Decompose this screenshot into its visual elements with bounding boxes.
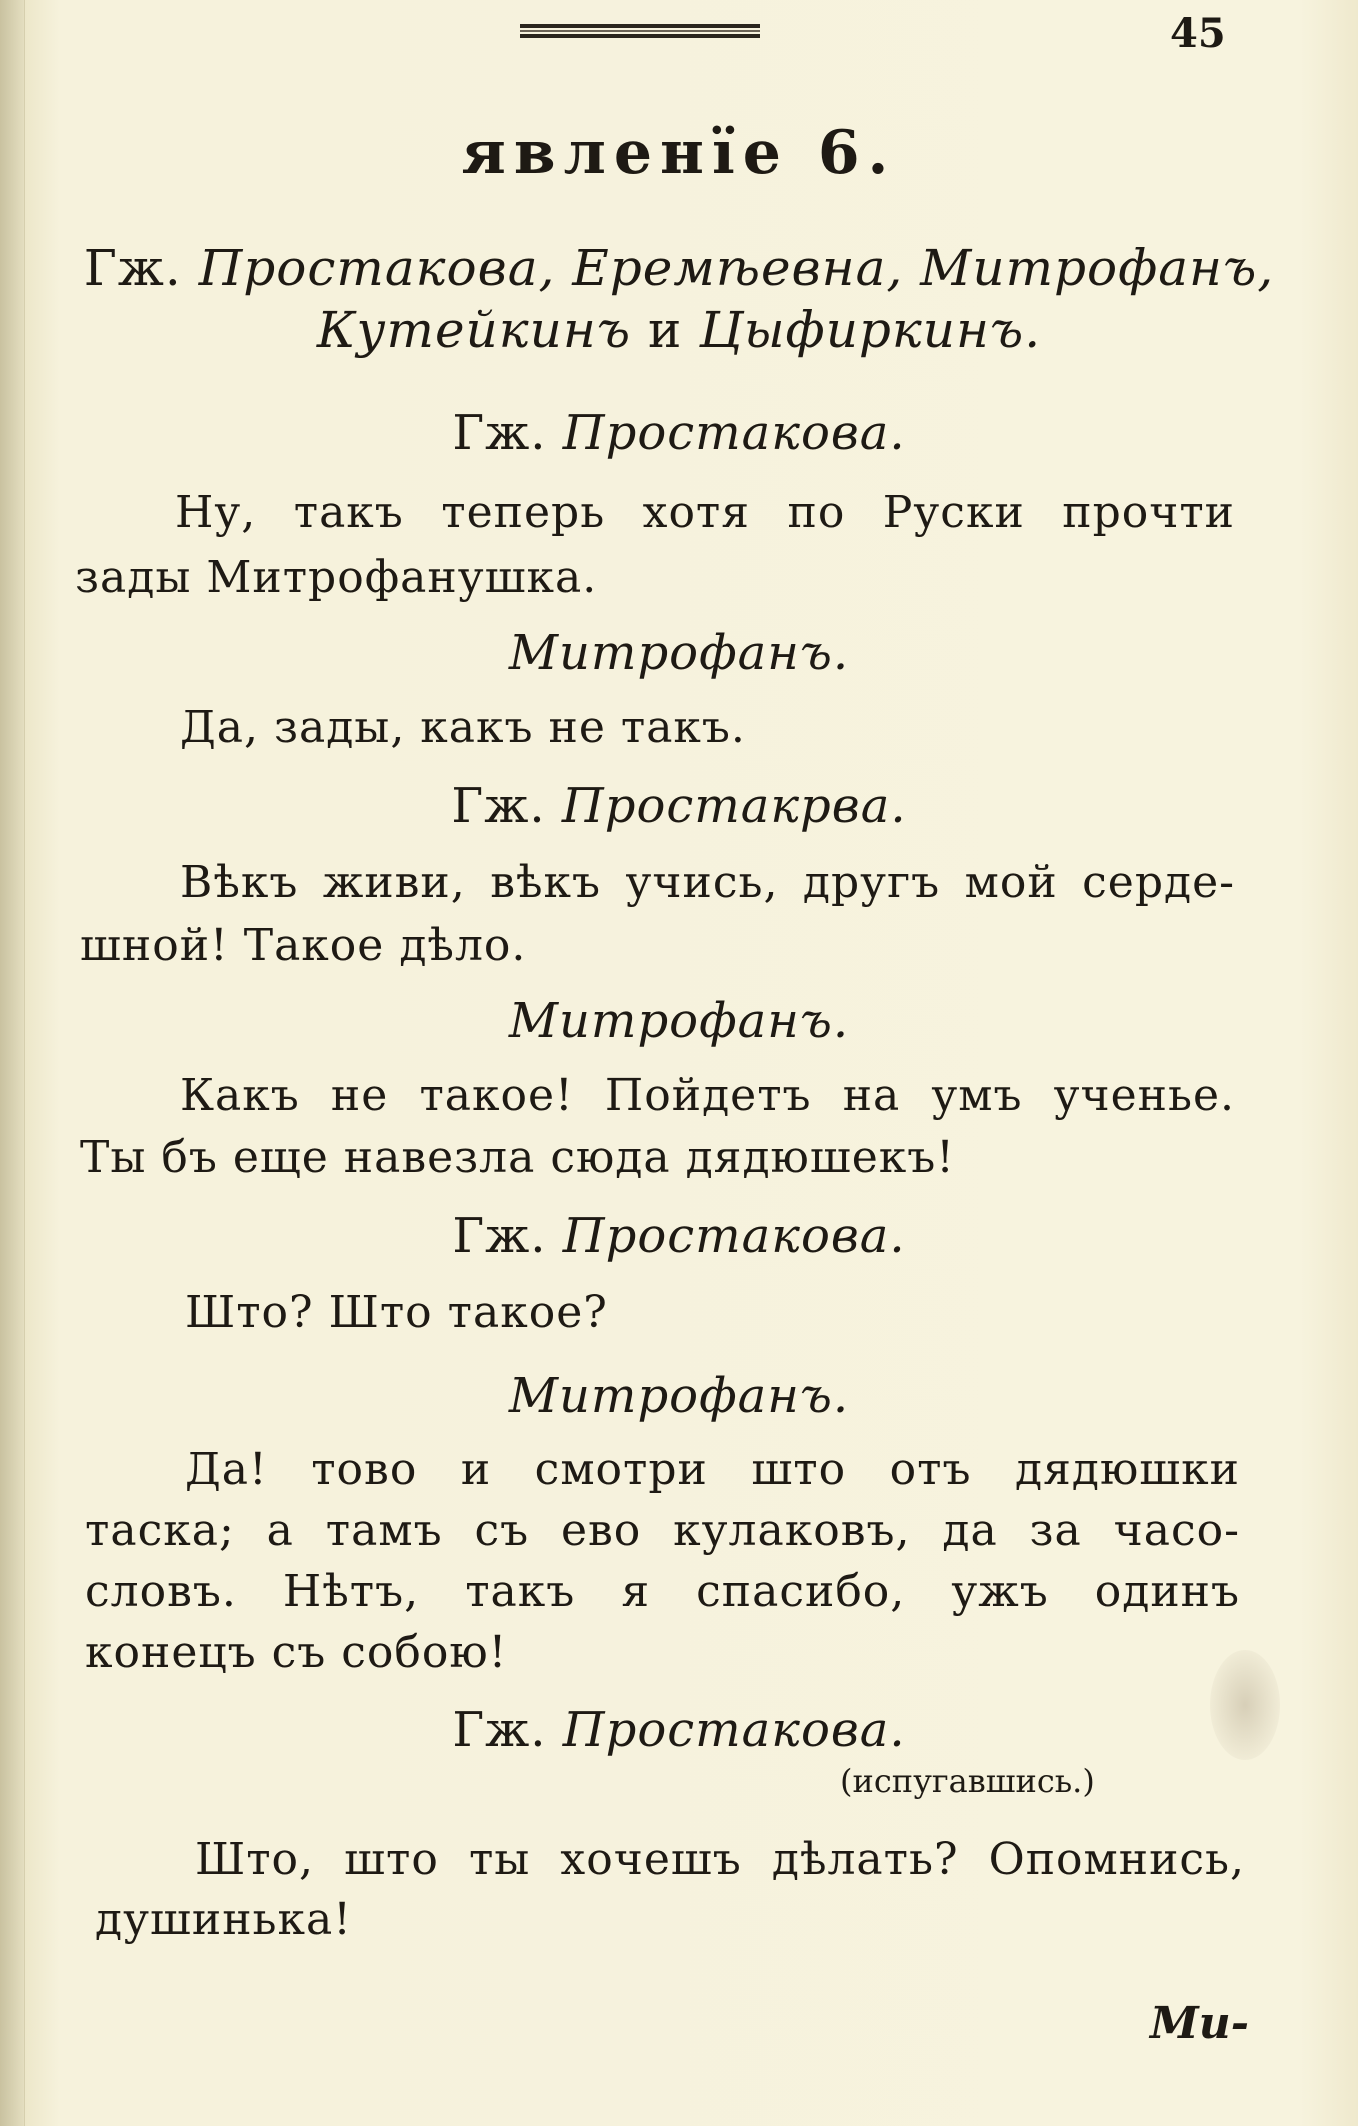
speaker-name: Митрофанъ. (508, 1368, 850, 1424)
paper-stain (1210, 1650, 1280, 1760)
cast-line-1 (0, 240, 1358, 296)
dialogue-line: Ты бъ еще навезла сюда дядюшекъ! (80, 1132, 955, 1183)
speaker-heading (0, 1368, 1358, 1424)
header-rule (520, 24, 760, 38)
speaker-prefix: Гж. (451, 778, 546, 834)
speaker-heading (0, 1208, 1358, 1264)
cast-and: и (648, 301, 683, 359)
speaker-name: Митрофанъ. (508, 625, 850, 681)
dialogue-line: шной! Такое дѣло. (80, 920, 527, 971)
catchword: Ми- (1150, 1998, 1249, 2049)
speaker-name: Простакова. (562, 1702, 906, 1758)
cast-name-tsyfirkin: Цыфиркинъ. (699, 301, 1042, 359)
dialogue-line: конецъ съ собою! (85, 1627, 508, 1678)
dialogue-line: Вѣкъ живи, вѣкъ учись, другъ мой серде- (180, 857, 1235, 908)
dialogue-line: Да! тово и смотри што отъ дядюшки (185, 1444, 1240, 1495)
dialogue-line: Какъ не такое! Пойдетъ на умъ ученье. (180, 1070, 1235, 1121)
speaker-prefix: Гж. (452, 405, 547, 461)
speaker-heading (0, 625, 1358, 681)
dialogue-line: Ну, такъ теперь хотя по Руски прочти (175, 487, 1235, 538)
speaker-name: Простакова. (562, 405, 906, 461)
dialogue-line: Да, зады, какъ не такъ. (180, 702, 746, 753)
speaker-name: Простакова. (562, 1208, 906, 1264)
speaker-heading (0, 778, 1358, 834)
cast-prefix: Гж. (83, 239, 182, 297)
speaker-heading (0, 993, 1358, 1049)
speaker-prefix: Гж. (452, 1208, 547, 1264)
cast-names-1: Простакова, Еремѣевна, Митрофанъ, (198, 239, 1275, 297)
speaker-heading (0, 1702, 1358, 1758)
dialogue-line: Што? Што такое? (185, 1287, 608, 1338)
dialogue-line: Што, што ты хочешъ дѣлать? Опомнись, (195, 1834, 1245, 1885)
cast-line-2 (0, 302, 1358, 358)
dialogue-line: зады Митрофанушка. (75, 552, 598, 603)
cast-name-kuteikin: Кутейкинъ (316, 301, 632, 359)
dialogue-line: таска; а тамъ съ ево кулаковъ, да за часо- (85, 1505, 1240, 1556)
page-number: 45 (1170, 10, 1226, 57)
speaker-name: Простакрва. (561, 778, 907, 834)
dialogue-line: душинька! (95, 1894, 352, 1945)
stage-direction: (испугавшись.) (840, 1762, 1095, 1800)
speaker-name: Митрофанъ. (508, 993, 850, 1049)
scene-title: явленїе 6. (461, 118, 897, 188)
speaker-heading (0, 405, 1358, 461)
dialogue-line: словъ. Нѣтъ, такъ я спасибо, ужъ одинъ (85, 1566, 1240, 1617)
speaker-prefix: Гж. (452, 1702, 547, 1758)
